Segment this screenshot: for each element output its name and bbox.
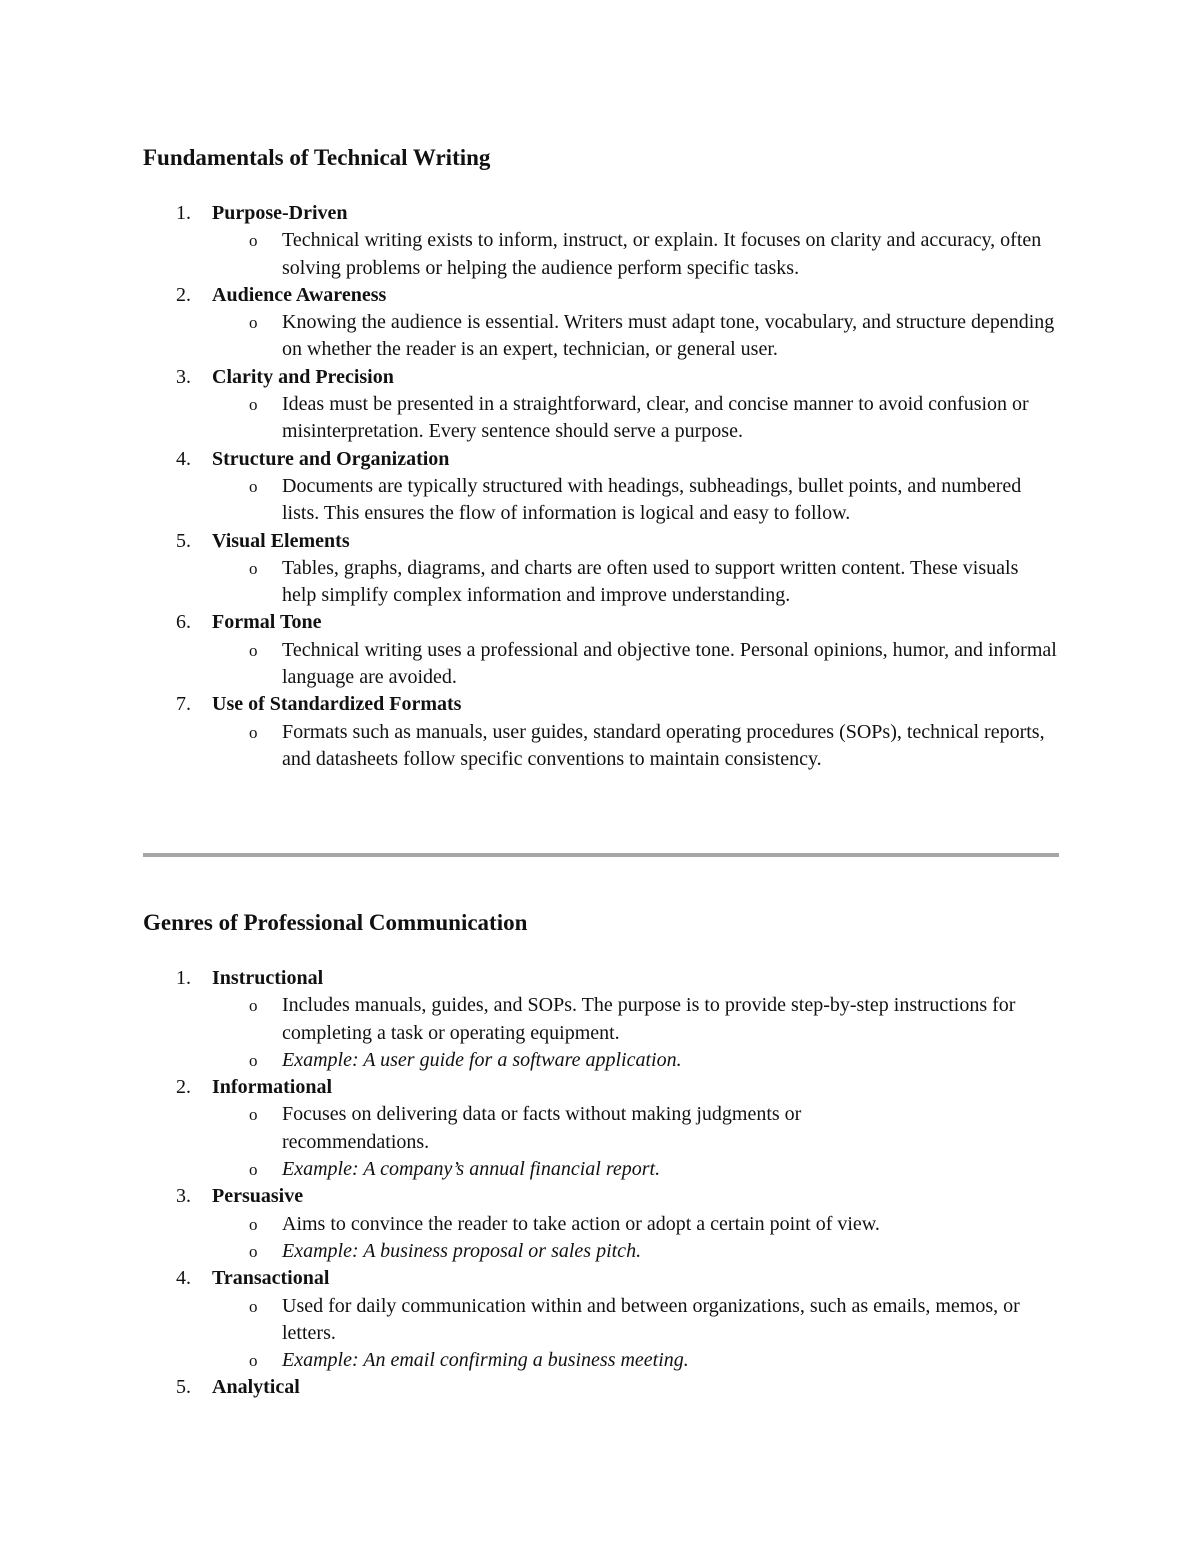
example-text: Example: A business proposal or sales pitch. [282, 1239, 642, 1262]
sub-item [143, 1101, 1063, 1156]
circle-bullet-icon: o [249, 640, 258, 660]
circle-bullet-icon: o [249, 1105, 258, 1125]
horizontal-divider [143, 853, 1059, 857]
item-label: Informational [212, 1076, 332, 1099]
item-label: Visual Elements [212, 529, 350, 552]
circle-bullet-icon: o [249, 1050, 258, 1070]
list-item [143, 1374, 1063, 1401]
item-number: 5. [176, 529, 191, 552]
sub-item-text: Tables, graphs, diagrams, and charts are often used to support written content. These visuals help simplify complex information and improve understanding. [282, 556, 1019, 607]
sub-item-text: Knowing the audience is essential. Writers must adapt tone, vocabulary, and structure depending on whether the reader is an expert, technician, or general user. [282, 311, 1055, 361]
item-number: 2. [176, 1076, 191, 1099]
item-number: 4. [176, 447, 191, 470]
sub-item [143, 637, 1063, 692]
item-label: Structure and Organization [212, 447, 450, 470]
circle-bullet-icon: o [249, 395, 258, 415]
item-label: Use of Standardized Formats [212, 693, 462, 716]
item-label: Transactional [212, 1267, 330, 1290]
item-number: 5. [176, 1376, 191, 1399]
list-item [143, 282, 1063, 364]
item-label: Clarity and Precision [212, 365, 394, 388]
circle-bullet-icon: o [249, 1160, 258, 1180]
sub-item [143, 555, 1063, 610]
example-text: Example: A company’s annual financial report. [282, 1158, 661, 1181]
list-item [143, 609, 1063, 691]
circle-bullet-icon: o [249, 996, 258, 1016]
circle-bullet-icon: o [249, 1214, 258, 1234]
sub-item-example [143, 1047, 1063, 1074]
example-text: Example: An email confirming a business meeting. [282, 1349, 689, 1372]
sub-item [143, 992, 1063, 1047]
sub-item [143, 227, 1063, 282]
circle-bullet-icon: o [249, 558, 258, 578]
list-item [143, 691, 1063, 773]
list-item [143, 446, 1063, 528]
sub-item-example [143, 1238, 1063, 1265]
section-title-genres: Genres of Professional Communication [143, 910, 528, 935]
genres-list [143, 965, 1063, 1402]
item-label: Purpose-Driven [212, 202, 348, 224]
item-number: 3. [176, 365, 191, 388]
sub-item-text: Ideas must be presented in a straightforward, clear, and concise manner to avoid confusion or misinterpretation. Every sentence should serve a purpose. [282, 393, 1029, 443]
item-number: 7. [176, 693, 191, 716]
item-number: 1. [176, 202, 191, 224]
sub-item-text: Technical writing exists to inform, instruct, or explain. It focuses on clarity and accuracy, often solving problems or helping the audience perform specific tasks. [282, 229, 1042, 279]
circle-bullet-icon: o [249, 1351, 258, 1371]
sub-item-text: Includes manuals, guides, and SOPs. The purpose is to provide step-by-step instructions for completing a task or operating equipment. [282, 994, 1016, 1044]
circle-bullet-icon: o [249, 1296, 258, 1316]
sub-item-text: Used for daily communication within and between organizations, such as emails, memos, or letters. [282, 1294, 1020, 1344]
section-title-fundamentals: Fundamentals of Technical Writing [143, 145, 491, 170]
sub-item-example [143, 1347, 1063, 1374]
item-number: 1. [176, 967, 191, 989]
sub-item [143, 719, 1063, 774]
sub-item-text: Technical writing uses a professional and objective tone. Personal opinions, humor, and informal language are avoided. [282, 638, 1057, 689]
sub-item-text: Formats such as manuals, user guides, standard operating procedures (SOPs), technical reports, and datasheets follow specific conventions to maintain consistency. [282, 720, 1045, 770]
list-item [143, 1183, 1063, 1265]
sub-item-text: Documents are typically structured with headings, subheadings, bullet points, and numbered lists. This ensures the flow of information is logical and easy to follow. [282, 474, 1022, 525]
list-item [143, 1265, 1063, 1374]
sub-item [143, 391, 1063, 446]
list-item [143, 200, 1063, 282]
item-number: 3. [176, 1185, 191, 1208]
item-label: Audience Awareness [212, 283, 387, 306]
item-number: 2. [176, 283, 191, 306]
circle-bullet-icon: o [249, 1241, 258, 1261]
list-item [143, 965, 1063, 1074]
circle-bullet-icon: o [249, 722, 258, 742]
sub-item-example [143, 1156, 1063, 1183]
example-text: Example: A user guide for a software application. [282, 1048, 682, 1071]
list-item [143, 364, 1063, 446]
circle-bullet-icon: o [249, 313, 258, 333]
circle-bullet-icon: o [249, 476, 258, 496]
sub-item [143, 309, 1063, 364]
sub-item-text: Focuses on delivering data or facts without making judgments or recommendations. [282, 1103, 802, 1153]
sub-item [143, 1293, 1063, 1348]
list-item [143, 1074, 1063, 1183]
item-number: 6. [176, 611, 191, 634]
item-label: Formal Tone [212, 611, 322, 634]
item-label: Instructional [212, 967, 324, 989]
sub-item [143, 1211, 1063, 1238]
sub-item-text: Aims to convince the reader to take action or adopt a certain point of view. [282, 1212, 880, 1235]
circle-bullet-icon: o [249, 231, 258, 251]
list-item [143, 528, 1063, 610]
item-label: Persuasive [212, 1185, 304, 1208]
item-number: 4. [176, 1267, 191, 1290]
item-label: Analytical [212, 1376, 300, 1399]
sub-item [143, 473, 1063, 528]
fundamentals-list [143, 200, 1063, 773]
